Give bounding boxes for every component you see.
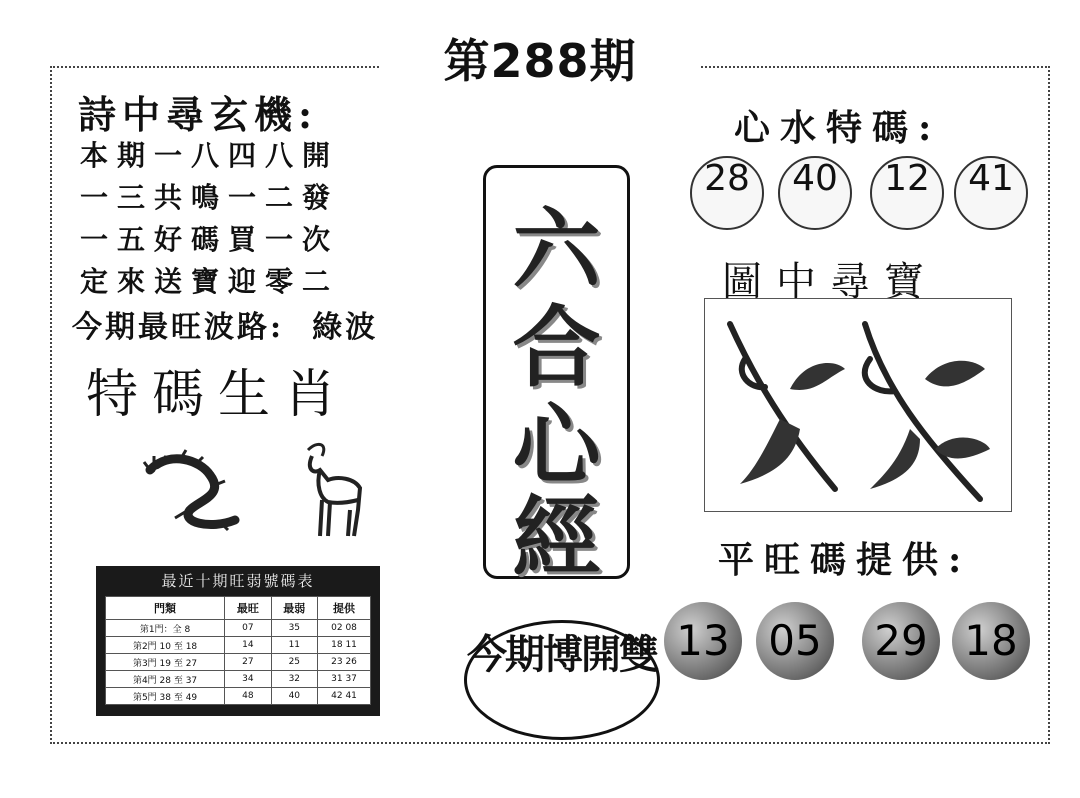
table-cell: 35 — [271, 620, 317, 637]
picture-title: 圖中尋寶 — [722, 259, 938, 305]
center-title-char: 心 — [512, 393, 601, 497]
table-row — [106, 671, 371, 688]
center-title-char: 六 — [512, 197, 601, 301]
heart-water-title: 心水特碼: — [734, 107, 942, 149]
table-cell: 42 41 — [318, 688, 371, 705]
table-cell: 27 — [225, 654, 271, 671]
center-title-char: 合 — [512, 295, 601, 399]
pingwang-number: 18 — [952, 602, 1030, 680]
table-title: 最近十期旺弱號碼表 — [161, 572, 315, 590]
center-title-char: 經 — [512, 485, 601, 589]
liuhe-xinjing-box — [483, 165, 630, 589]
dragon-icon — [140, 440, 260, 540]
heart-water-number: 12 — [870, 156, 944, 230]
column-header: 最弱 — [271, 597, 317, 620]
goat-icon — [298, 440, 368, 540]
table-cell: 07 — [225, 620, 271, 637]
wave-label: 今期最旺波路: — [72, 310, 285, 345]
pingwang-number: 29 — [862, 602, 940, 680]
picture-box — [704, 298, 1012, 512]
column-header: 門類 — [106, 597, 225, 620]
heart-water-number: 41 — [954, 156, 1028, 230]
poem-line: 一三共鳴一二發 — [80, 181, 340, 214]
table-cell: 02 08 — [318, 620, 371, 637]
leaf-branch-illustration — [705, 299, 1011, 511]
table-cell: 34 — [225, 671, 271, 688]
column-header: 最旺 — [225, 597, 271, 620]
table-cell: 48 — [225, 688, 271, 705]
numbers-table — [105, 596, 371, 705]
pingwang-number: 05 — [756, 602, 834, 680]
poem-line: 一五好碼買一次 — [80, 223, 340, 256]
wave-value: 綠波 — [312, 310, 379, 345]
odd-even-badge: 今期博開雙 — [464, 620, 660, 740]
table-cell: 40 — [271, 688, 317, 705]
table-cell: 第2門 10 至 18 — [106, 637, 225, 654]
table-cell: 第5門 38 至 49 — [106, 688, 225, 705]
issue-number: 第288期 — [380, 26, 700, 96]
zodiac-title: 特碼生肖 — [86, 365, 351, 425]
poem-title: 詩中尋玄機: — [78, 92, 319, 137]
column-header: 提供 — [318, 597, 371, 620]
table-cell: 第1門：全 8 — [106, 620, 225, 637]
table-row — [106, 654, 371, 671]
table-row — [106, 688, 371, 705]
table-row — [106, 620, 371, 637]
heart-water-number: 40 — [778, 156, 852, 230]
table-cell: 11 — [271, 637, 317, 654]
table-cell: 第3門 19 至 27 — [106, 654, 225, 671]
heart-water-number: 28 — [690, 156, 764, 230]
table-cell: 18 11 — [318, 637, 371, 654]
pingwang-number: 13 — [664, 602, 742, 680]
table-cell: 32 — [271, 671, 317, 688]
table-cell: 23 26 — [318, 654, 371, 671]
table-header-row — [106, 597, 371, 620]
poem-line: 定來送寶迎零二 — [80, 265, 340, 298]
table-cell: 14 — [225, 637, 271, 654]
pingwang-title: 平旺碼提供: — [718, 539, 972, 581]
poem-line: 本期一八四八開 — [80, 139, 340, 172]
table-cell: 31 37 — [318, 671, 371, 688]
table-row — [106, 637, 371, 654]
table-cell: 25 — [271, 654, 317, 671]
hot-cold-table — [96, 566, 380, 716]
wave-line — [72, 302, 378, 346]
table-cell: 第4門 28 至 37 — [106, 671, 225, 688]
